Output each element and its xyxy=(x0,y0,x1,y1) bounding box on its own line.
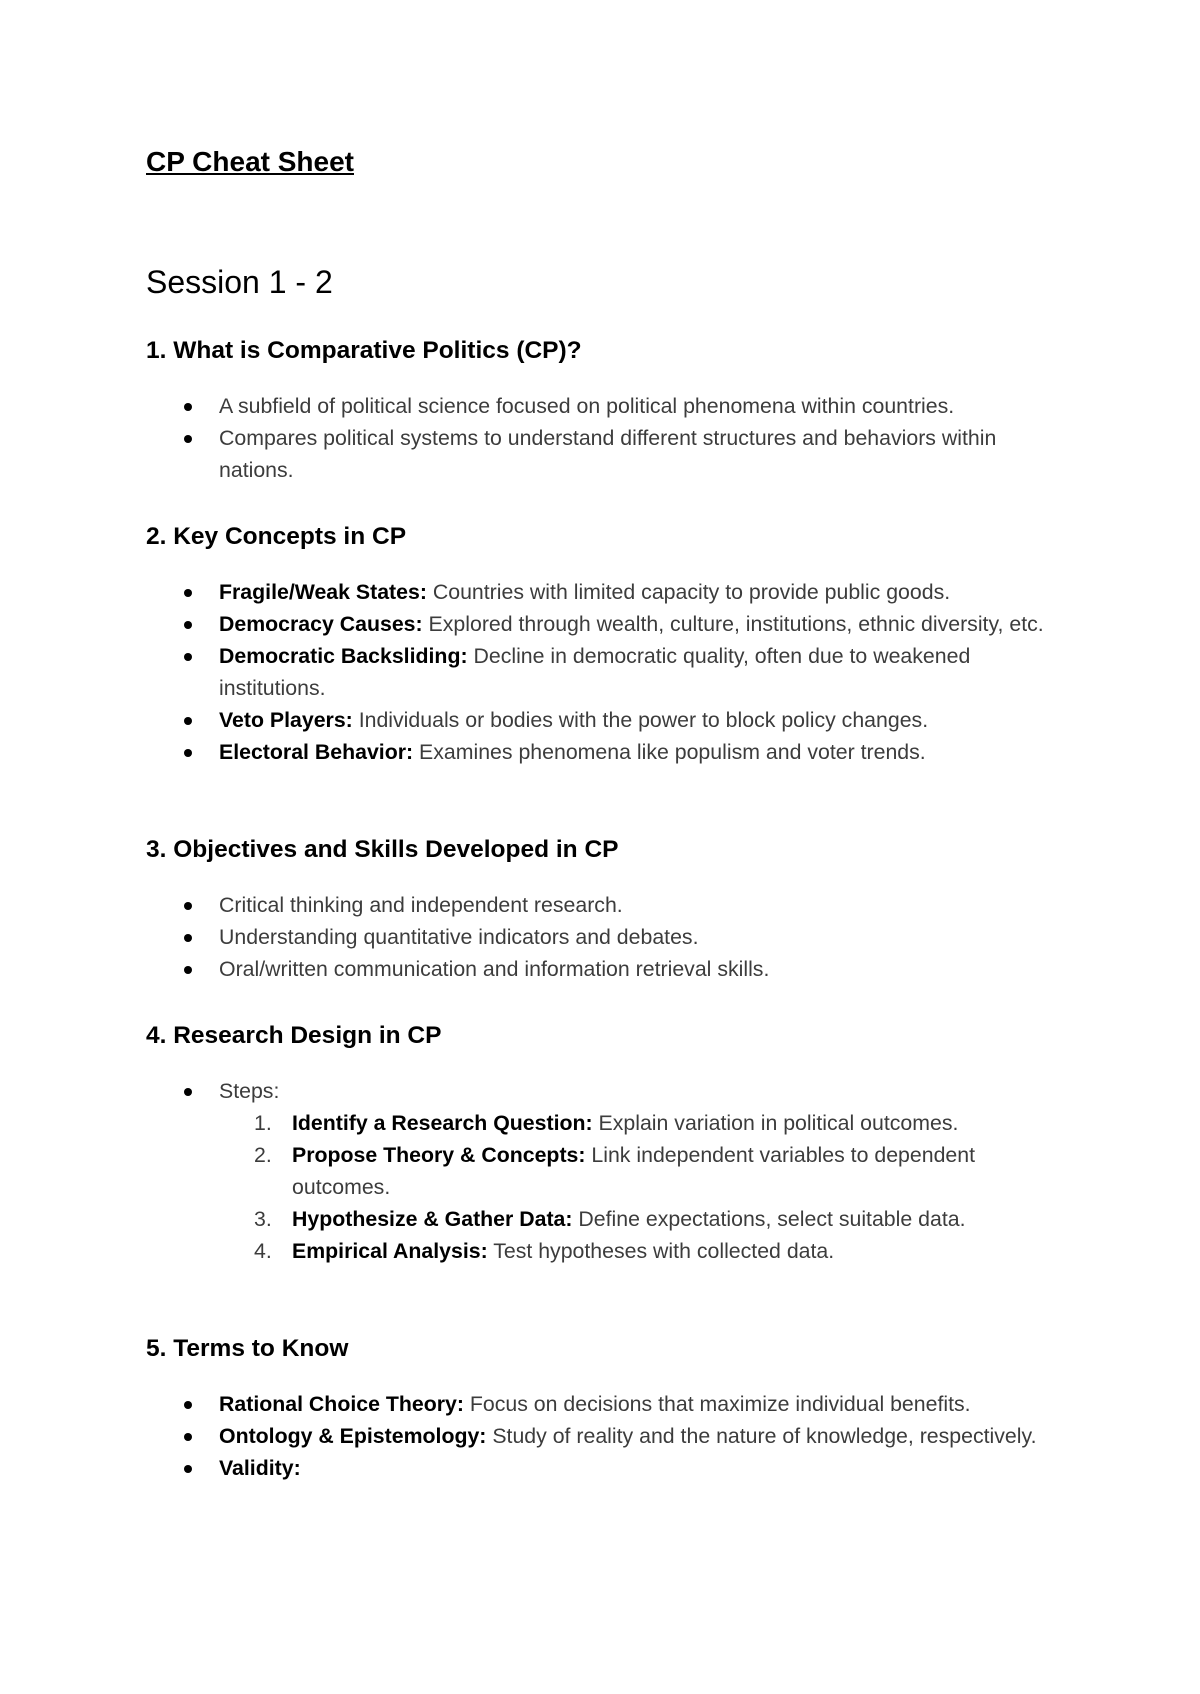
list-item xyxy=(146,576,1066,608)
bullet-icon xyxy=(184,621,192,629)
section-heading: 4. Research Design in CP xyxy=(146,1022,442,1049)
section-research-design xyxy=(146,1021,1066,1267)
list-item xyxy=(146,889,1066,921)
step-text: Define expectations, select suitable data. xyxy=(572,1207,966,1231)
item-text: Understanding quantitative indicators and debates. xyxy=(219,925,699,949)
item-term: Fragile/Weak States: xyxy=(219,580,427,604)
step-number: 4. xyxy=(254,1239,272,1263)
item-text: Individuals or bodies with the power to block policy changes. xyxy=(352,708,929,732)
bullet-list xyxy=(146,1075,1066,1267)
bullet-icon xyxy=(184,1433,192,1441)
bullet-icon xyxy=(184,966,192,974)
item-term: Ontology & Epistemology: xyxy=(219,1424,487,1448)
section-what-is-cp xyxy=(146,336,1066,486)
list-item xyxy=(146,608,1066,640)
bullet-icon xyxy=(184,589,192,597)
item-text: Oral/written communication and information retrieval skills. xyxy=(219,957,770,981)
section-key-concepts xyxy=(146,522,1066,768)
step-term: Empirical Analysis: xyxy=(292,1239,488,1263)
section-terms-to-know xyxy=(146,1334,1066,1484)
step-item xyxy=(146,1139,1066,1203)
step-text: Explain variation in political outcomes. xyxy=(592,1111,959,1135)
item-text: A subfield of political science focused on political phenomena within countries. xyxy=(219,394,955,418)
item-text: Steps: xyxy=(219,1079,280,1103)
steps-list xyxy=(219,1107,1066,1267)
list-item xyxy=(146,1075,1066,1267)
section-heading: 1. What is Comparative Politics (CP)? xyxy=(146,337,582,364)
document-title: CP Cheat Sheet xyxy=(146,146,354,177)
list-item xyxy=(146,1420,1066,1452)
list-item xyxy=(146,640,1066,704)
item-term: Validity: xyxy=(219,1456,301,1480)
step-number: 3. xyxy=(254,1207,272,1231)
bullet-icon xyxy=(184,902,192,910)
step-item xyxy=(146,1235,1066,1267)
list-item xyxy=(146,704,1066,736)
list-item xyxy=(146,422,1066,486)
section-heading: 2. Key Concepts in CP xyxy=(146,523,407,550)
bullet-icon xyxy=(184,1088,192,1096)
bullet-icon xyxy=(184,653,192,661)
list-item xyxy=(146,390,1066,422)
step-term: Propose Theory & Concepts: xyxy=(292,1143,586,1167)
bullet-list xyxy=(146,576,1066,768)
step-item xyxy=(146,1107,1066,1139)
bullet-list xyxy=(146,889,1066,985)
section-objectives-skills xyxy=(146,835,1066,985)
bullet-icon xyxy=(184,1465,192,1473)
step-number: 1. xyxy=(254,1111,272,1135)
item-text: Countries with limited capacity to provide public goods. xyxy=(426,580,951,604)
bullet-icon xyxy=(184,1401,192,1409)
item-term: Democracy Causes: xyxy=(219,612,423,636)
list-item xyxy=(146,1452,1066,1484)
step-term: Hypothesize & Gather Data: xyxy=(292,1207,573,1231)
list-item xyxy=(146,921,1066,953)
step-text: Link independent variables to dependent outcomes. xyxy=(292,1143,976,1199)
list-item xyxy=(146,736,1066,768)
list-item xyxy=(146,953,1066,985)
bullet-icon xyxy=(184,749,192,757)
item-text: Decline in democratic quality, often due to weakened institutions. xyxy=(219,644,971,700)
item-text: Focus on decisions that maximize individual benefits. xyxy=(463,1392,971,1416)
item-term: Electoral Behavior: xyxy=(219,740,414,764)
bullet-icon xyxy=(184,403,192,411)
bullet-icon xyxy=(184,435,192,443)
session-heading: Session 1 - 2 xyxy=(146,264,333,300)
bullet-list xyxy=(146,390,1066,486)
bullet-icon xyxy=(184,934,192,942)
step-term: Identify a Research Question: xyxy=(292,1111,593,1135)
step-text: Test hypotheses with collected data. xyxy=(487,1239,835,1263)
item-term: Veto Players: xyxy=(219,708,353,732)
section-heading: 3. Objectives and Skills Developed in CP xyxy=(146,836,619,863)
bullet-list xyxy=(146,1388,1066,1484)
bullet-icon xyxy=(184,717,192,725)
list-item xyxy=(146,1388,1066,1420)
step-item xyxy=(146,1203,1066,1235)
item-text: Critical thinking and independent research. xyxy=(219,893,623,917)
item-term: Democratic Backsliding: xyxy=(219,644,468,668)
item-text: Compares political systems to understand different structures and behaviors within nations. xyxy=(219,426,997,482)
step-number: 2. xyxy=(254,1143,272,1167)
item-text: Examines phenomena like populism and voter trends. xyxy=(413,740,926,764)
section-heading: 5. Terms to Know xyxy=(146,1335,349,1362)
item-text: Explored through wealth, culture, institutions, ethnic diversity, etc. xyxy=(422,612,1044,636)
item-text: Study of reality and the nature of knowledge, respectively. xyxy=(486,1424,1037,1448)
item-term: Rational Choice Theory: xyxy=(219,1392,464,1416)
